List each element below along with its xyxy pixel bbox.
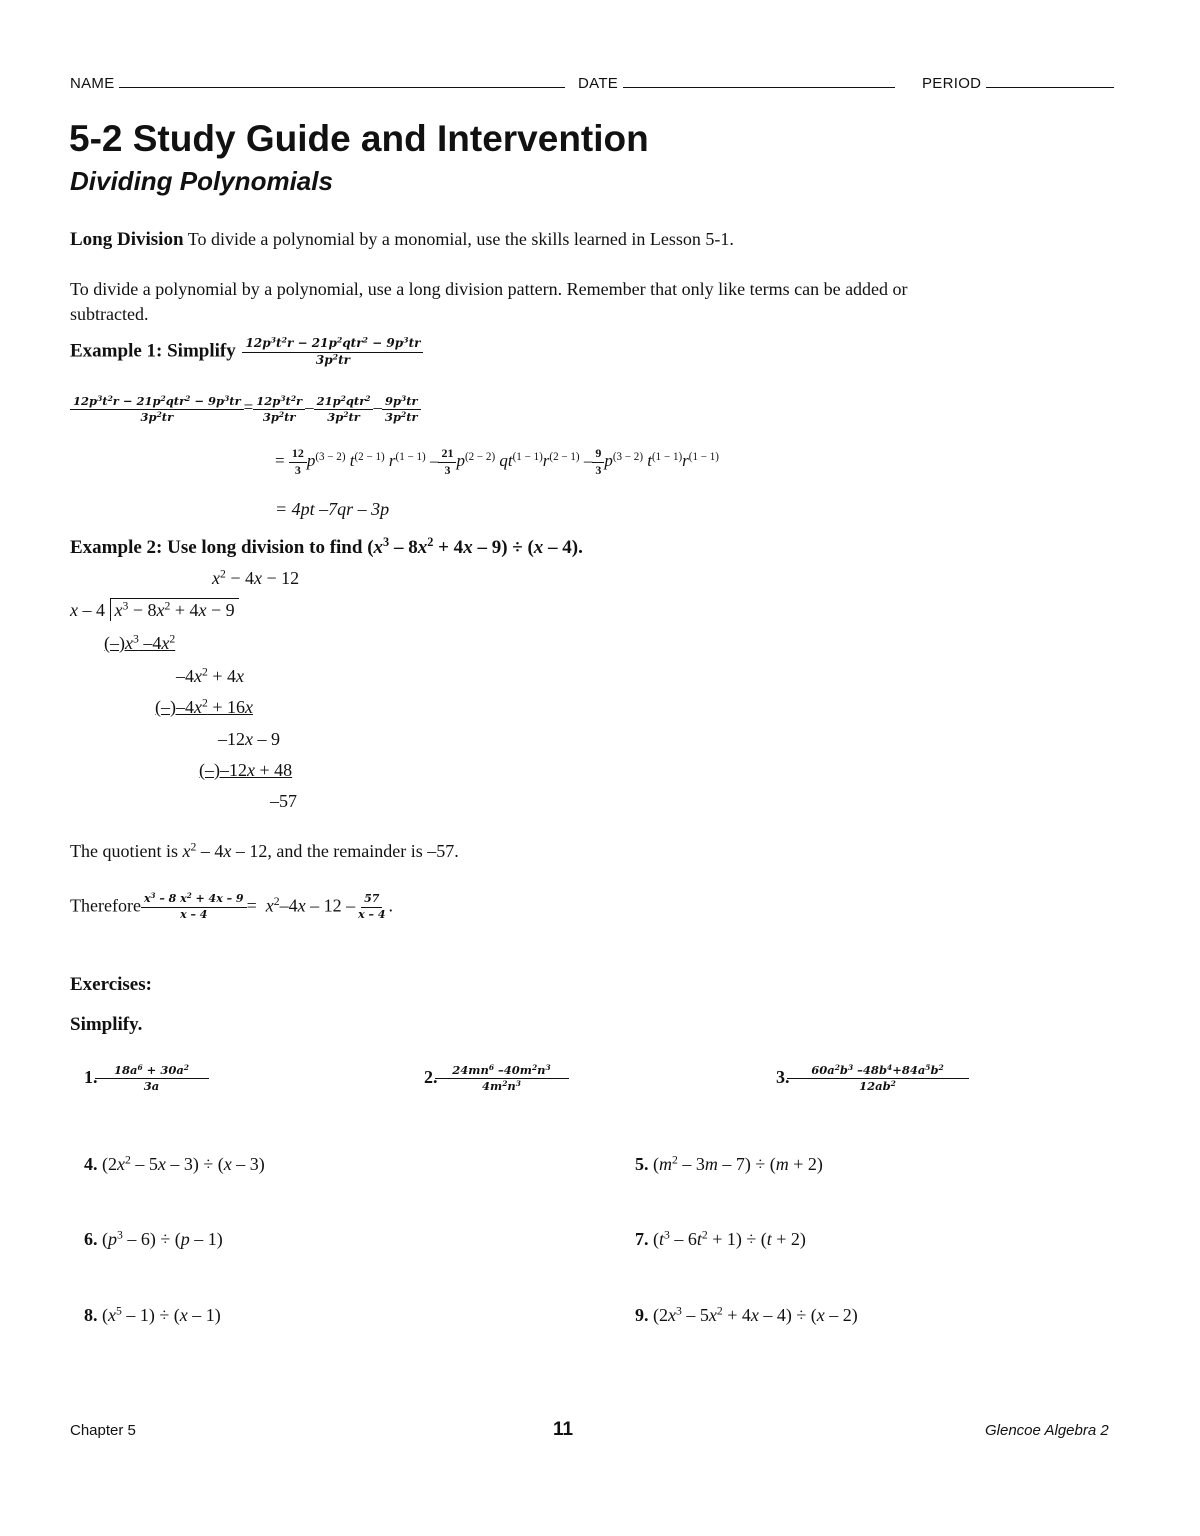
exercises-instruction: Simplify. (70, 1014, 143, 1035)
exercise-6-number: 6. (84, 1229, 98, 1249)
example-1-expression: $\frac{12p^3t^2r - 21p^2qtr^2 - 9p^3tr}{3p^2tr}$ (242, 337, 423, 368)
intro-paragraph-1 (70, 229, 734, 251)
example-1-step-1: $\frac{12p^3t^2r - 21p^2qtr^2 - 9p^3tr}{3p^2tr}$ = $\frac{12p^3t^2r}{3p^2tr}$ – $\frac{21p^2qtr^2}{3p^2tr}$ – $\frac{9p^3tr}{3p^2tr}$ (70, 395, 421, 424)
therefore-label: Therefore (70, 895, 141, 916)
name-field (70, 73, 565, 92)
exercise-9-number: 9. (635, 1305, 649, 1325)
exercise-7-number: 7. (635, 1229, 649, 1249)
exercise-5: 5. $(m^2 - 3m - 7) \div (m + 2)$ (635, 1153, 823, 1174)
date-blank (623, 73, 895, 88)
exercises-heading: Exercises: (70, 974, 152, 995)
step-1-term-1: $\frac{12p^3t^2r}{3p^2tr}$ (253, 395, 305, 424)
long-division-step-3: $(-)-4x^2 + 16x$ (155, 696, 253, 717)
exercise-4: 4. $(2x^2 - 5x - 3) \div (x - 3)$ (84, 1153, 265, 1174)
example-2-instruction: Use long division to find (167, 537, 363, 558)
intro-text-2-line-2: subtracted. (70, 304, 149, 324)
long-division-heading: Long Division (70, 229, 184, 250)
footer-page-number: 11 (553, 1419, 574, 1440)
name-label: NAME (70, 75, 115, 92)
exercise-5-number: 5. (635, 1154, 649, 1174)
date-field (578, 73, 895, 92)
exercise-6: 6. $(p^3 - 6) \div (p - 1)$ (84, 1228, 223, 1249)
intro-text-2-line-1: To divide a polynomial by a polynomial, use a long division pattern. Remember that only like terms can be added or (70, 279, 908, 299)
example-1-instruction: Simplify (167, 340, 236, 362)
footer-chapter: Chapter 5 (70, 1422, 136, 1439)
period-blank (986, 73, 1114, 88)
example-2-heading: Example 2: Use long division to find $(x^3 - 8x^2 + 4x - 9) \div (x - 4)$. (70, 535, 583, 558)
exercise-3-number: 3. (776, 1066, 790, 1087)
exercise-9: 9. $(2x^3 - 5x^2 + 4x - 4) \div (x - 2)$ (635, 1304, 858, 1325)
example-1-heading (70, 337, 423, 368)
example-1-final: = 4pt –7qr – 3p (275, 499, 390, 519)
date-label: DATE (578, 75, 619, 92)
example-2-label: Example 2: (70, 537, 163, 558)
exercise-1 (84, 1064, 206, 1093)
exercise-1-expression: $\frac{18a^6 + 30a^2}{3a}$ (98, 1064, 206, 1093)
exercise-3-expression: $\frac{60a^2b^3 -48b^4+84a^5b^2}{12ab^2}$ (790, 1064, 966, 1093)
exercise-3 (776, 1064, 966, 1093)
exercise-2 (424, 1064, 566, 1093)
long-division-divisor-row: x – 4 $x^3 - 8x^2 + 4x - 9$ (70, 600, 239, 621)
footer-book-title: Glencoe Algebra 2 (985, 1422, 1109, 1439)
example-1-step-2: = $\frac{12}{3}$ $p^{(3 - 2)}$ $t^{(2 - 1)}$ $r^{(1 - 1)}$ – $\frac{21}{3}$ $p^{(2 - 2)}$ $qt^{(1 - 1)}r^{(2 - 1)}$ – $\frac{9}{3}$ $p^{(3 - 2)}$ $t^{(1 - 1)}r^{(1 - 1)}$ (275, 446, 719, 477)
page-title: 5-2 Study Guide and Intervention (69, 118, 649, 159)
page-subtitle: Dividing Polynomials (70, 166, 333, 196)
intro-text-1: To divide a polynomial by a monomial, use the skills learned in Lesson 5-1. (187, 229, 734, 249)
long-division-step-4: –12x – 9 (218, 729, 280, 749)
long-division-step-1: $(-)x^3$ $-4x^2$ (104, 632, 176, 653)
period-field (922, 73, 1114, 92)
step-1-lhs: $\frac{12p^3t^2r - 21p^2qtr^2 - 9p^3tr}{3p^2tr}$ (70, 395, 244, 424)
exercise-1-number: 1. (84, 1066, 98, 1087)
example-1-label: Example 1: (70, 340, 163, 362)
exercise-8: 8. $(x^5 - 1) \div (x - 1)$ (84, 1304, 221, 1325)
exercise-8-number: 8. (84, 1305, 98, 1325)
period-label: PERIOD (922, 75, 982, 92)
long-division-step-2: $-4x^2 + 4x$ (176, 665, 244, 686)
long-division-step-5: (–)–12x + 48 (199, 760, 293, 780)
step-1-term-3: $\frac{9p^3tr}{3p^2tr}$ (382, 395, 421, 424)
quotient-sentence: The quotient is $x^2 - 4x - 12$, and the remainder is –57. (70, 840, 459, 861)
exercise-4-number: 4. (84, 1154, 98, 1174)
long-division-remainder: –57 (270, 791, 297, 811)
step-1-term-2: $\frac{21p^2qtr^2}{3p^2tr}$ (314, 395, 374, 424)
therefore-statement: Therefore $\frac{x^3 - 8 x^2 + 4x - 9}{x - 4}$ = $x^2-4x - 12$ – $\frac{57}{x - 4}$ . (70, 891, 393, 921)
name-blank (119, 73, 565, 88)
long-division-quotient: $x^2 - 4x - 12$ (212, 567, 300, 588)
exercise-7: 7. $(t^3 - 6t^2 + 1) \div (t + 2)$ (635, 1228, 806, 1249)
exercise-2-expression: $\frac{24mn^6 -40m^2n^3}{4m^2n^3}$ (438, 1064, 566, 1093)
exercise-2-number: 2. (424, 1066, 438, 1087)
